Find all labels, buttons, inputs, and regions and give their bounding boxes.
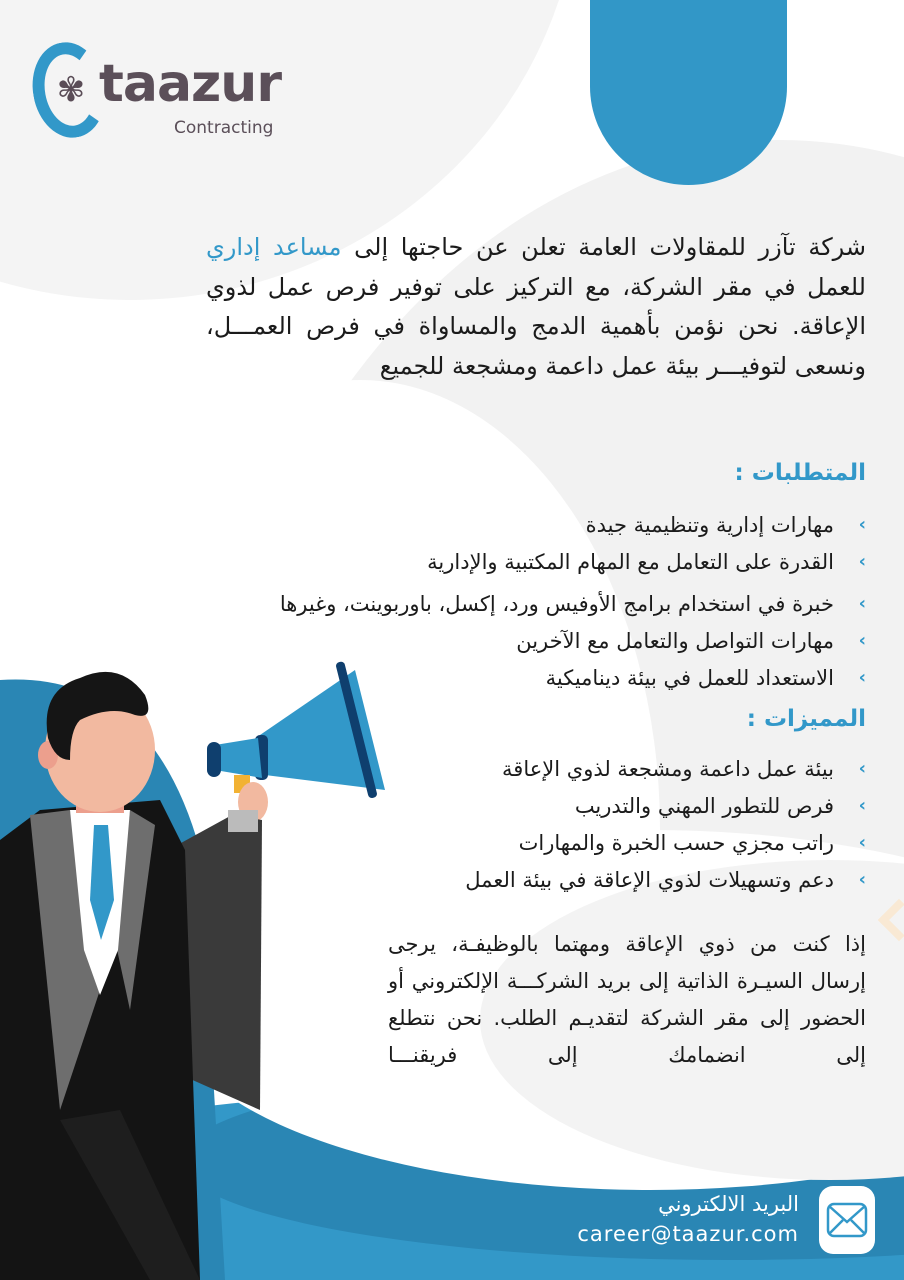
list-item-text: راتب مجزي حسب الخبرة والمهارات: [518, 830, 834, 855]
list-item: [465, 824, 866, 861]
list-item-text: بيئة عمل داعمة ومشجعة لذوي الإعاقة: [502, 756, 834, 781]
chevron-bullet-icon: ›: [858, 758, 866, 779]
chevron-bullet-icon: ›: [858, 630, 866, 651]
list-item-text: فرص للتطور المهني والتدريب: [574, 793, 834, 818]
logo-flower-icon: ✾: [56, 70, 86, 110]
contact-block: [575, 1186, 875, 1258]
chevron-bullet-icon: ›: [858, 869, 866, 890]
list-item: [280, 506, 866, 543]
list-item-text: دعم وتسهيلات لذوي الإعاقة في بيئة العمل: [465, 867, 834, 892]
megaphone-icon: [207, 661, 385, 835]
advantages-heading: المميزات :: [746, 706, 866, 732]
logo-wordmark: taazur: [99, 54, 281, 114]
job-title-highlight: مساعد إداري: [206, 233, 342, 261]
list-item-text: مهارات التواصل والتعامل مع الآخرين: [516, 628, 834, 653]
list-item-text: القدرة على التعامل مع المهام المكتبية والإدارية: [427, 549, 834, 574]
requirements-heading: المتطلبات :: [734, 460, 866, 486]
contact-label: البريد الالكتروني: [658, 1192, 799, 1216]
intro-text-end: للعمل في مقر الشركة، مع التركيز على توفير فرص عمل لذوي الإعاقة. نحن نؤمن بأهمية الدمج والمساواة في فرص العمـــل، ونسعى لتوفيـــر بيئة عمل داعمة ومشجعة للجميع: [206, 272, 866, 380]
list-item-text: الاستعداد للعمل في بيئة ديناميكية: [545, 665, 834, 690]
chevron-bullet-icon: ›: [858, 514, 866, 535]
list-item: [280, 543, 866, 580]
chevron-bullet-icon: ›: [858, 593, 866, 614]
company-logo: [33, 42, 281, 142]
list-item: [465, 750, 866, 787]
list-item: [280, 585, 866, 622]
list-item-text: مهارات إدارية وتنظيمية جيدة: [585, 512, 834, 537]
chevron-bullet-icon: ›: [858, 795, 866, 816]
intro-text-start: شركة تآزر للمقاولات العامة تعلن عن حاجتها إلى: [341, 233, 866, 261]
chevron-bullet-icon: ›: [858, 667, 866, 688]
contact-email-link[interactable]: career@taazur.com: [577, 1222, 799, 1246]
advantages-list: [465, 750, 866, 898]
businessman-megaphone-illustration: [0, 650, 400, 1280]
list-item: [465, 861, 866, 898]
list-item-text: خبرة في استخدام برامج الأوفيس ورد، إكسل، باوربوينت، وغيرها: [279, 591, 834, 616]
intro-paragraph: [206, 228, 866, 386]
mail-icon[interactable]: [819, 1186, 875, 1254]
chevron-bullet-icon: ›: [858, 832, 866, 853]
chevron-bullet-icon: ›: [858, 551, 866, 572]
closing-paragraph: إذا كنت من ذوي الإعاقة ومهتما بالوظيفـة، يرجى إرسال السيـرة الذاتية إلى بريد الشركـــة الإلكتروني أو الحضور إلى مقر الشركة لتقديـم الطلب. نحن نتطلع إلى انضمامك إلى فريقنـــا: [388, 932, 866, 1067]
logo-subtitle: Contracting: [174, 118, 274, 138]
list-item: [465, 787, 866, 824]
